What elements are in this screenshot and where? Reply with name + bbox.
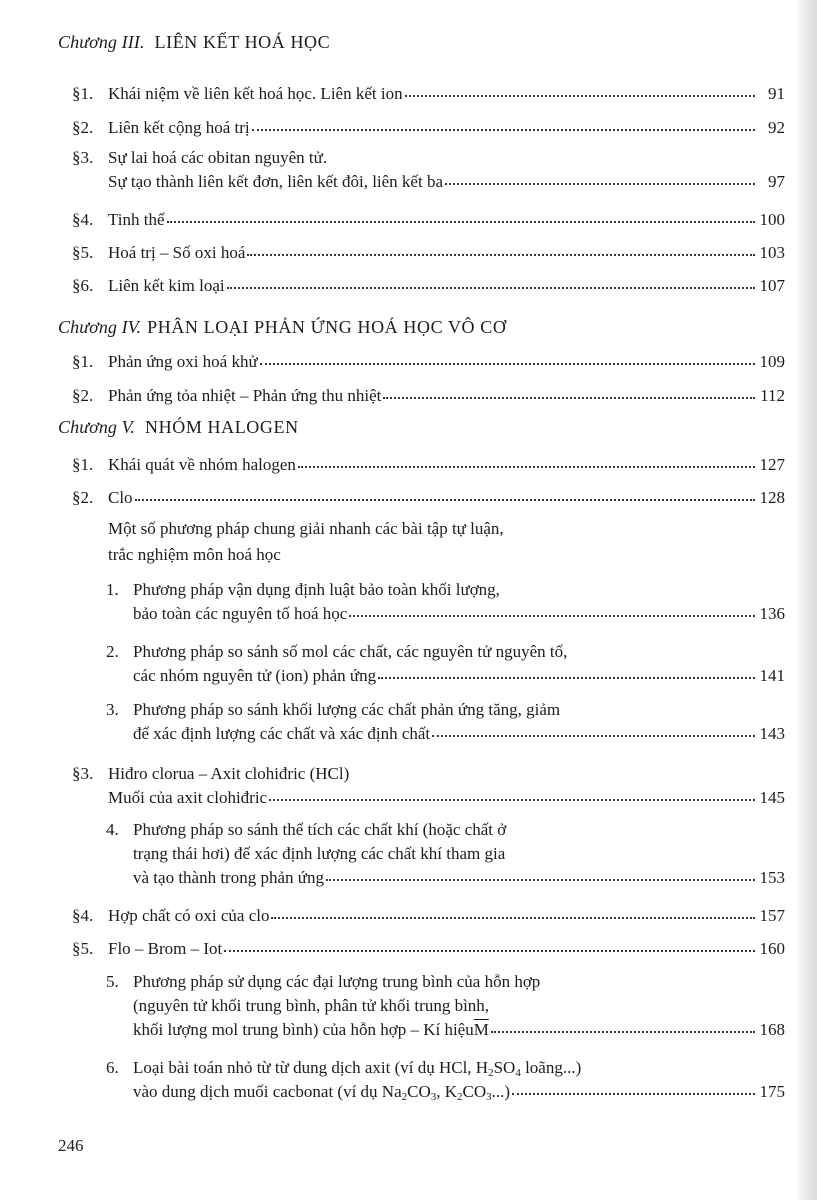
entry-title-continued: Sự tạo thành liên kết đơn, liên kết đôi, liên kết ba bbox=[108, 172, 443, 191]
page-number: 153 bbox=[759, 868, 785, 887]
chapter-title: LIÊN KẾT HOÁ HỌC bbox=[154, 32, 331, 52]
dot-leader bbox=[260, 362, 755, 365]
section-number: §3. bbox=[72, 148, 94, 167]
section-number: §5. bbox=[72, 243, 94, 262]
entry-title: Phương pháp so sánh số mol các chất, các nguyên tử nguyên tố, bbox=[133, 642, 568, 661]
entry-title: Hợp chất có oxi của clo bbox=[108, 906, 270, 925]
toc-entry[interactable] bbox=[72, 937, 785, 961]
toc-entry[interactable] bbox=[72, 241, 785, 265]
mean-molar-mass-symbol: $\overline{M}$ bbox=[473, 1020, 489, 1039]
dot-leader bbox=[135, 498, 755, 501]
section-number: §2. bbox=[72, 488, 94, 507]
method-entry[interactable] bbox=[106, 698, 785, 746]
entry-title-continued: Muối của axit clohiđric bbox=[108, 788, 268, 807]
toc-entry[interactable] bbox=[72, 350, 785, 374]
section-number: §3. bbox=[72, 764, 94, 783]
entry-title: Hoá trị – Số oxi hoá bbox=[108, 243, 246, 262]
methods-intro bbox=[108, 516, 504, 568]
toc-entry[interactable] bbox=[72, 274, 785, 298]
page-number: 136 bbox=[759, 604, 785, 623]
page-number: 175 bbox=[759, 1082, 785, 1101]
page-number: 97 bbox=[768, 172, 785, 191]
method-number: 1. bbox=[106, 580, 119, 599]
chapter-label: Chương III. bbox=[58, 32, 145, 52]
page-number: 91 bbox=[768, 84, 785, 103]
text-run: SO bbox=[493, 1058, 516, 1077]
dot-leader bbox=[405, 94, 755, 97]
method-number: 4. bbox=[106, 820, 119, 839]
section-number: §1. bbox=[72, 352, 94, 371]
dot-leader bbox=[445, 182, 755, 185]
entry-title: Hiđro clorua – Axit clohiđric (HCl) bbox=[108, 764, 350, 783]
text-run: ...) bbox=[491, 1082, 511, 1101]
page-number: 143 bbox=[759, 724, 785, 743]
dot-leader bbox=[269, 798, 755, 801]
dot-leader bbox=[227, 286, 755, 289]
entry-title bbox=[133, 1056, 581, 1080]
entry-title-continued: (nguyên tử khối trung bình, phân tử khối trung bình, bbox=[133, 996, 490, 1015]
text-run: , K bbox=[436, 1082, 458, 1101]
chapter-heading bbox=[58, 32, 330, 53]
text-run: vào dung dịch muối cacbonat (ví dụ Na bbox=[133, 1082, 402, 1101]
chapter-heading bbox=[58, 417, 299, 438]
entry-title-continued: và tạo thành trong phản ứng bbox=[133, 868, 324, 887]
entry-title: Phương pháp vận dụng định luật bảo toàn khối lượng, bbox=[133, 580, 500, 599]
toc-entry[interactable] bbox=[72, 384, 785, 408]
entry-title: Phản ứng oxi hoá khử bbox=[108, 352, 258, 371]
entry-title: Flo – Brom – Iot bbox=[108, 939, 223, 958]
toc-entry[interactable] bbox=[72, 208, 785, 232]
page-number: 112 bbox=[760, 386, 785, 405]
section-number: §2. bbox=[72, 118, 94, 137]
page-number: 109 bbox=[759, 352, 785, 371]
toc-entry[interactable] bbox=[72, 453, 785, 477]
toc-entry[interactable] bbox=[72, 82, 785, 106]
chapter-heading bbox=[58, 317, 506, 338]
method-number: 5. bbox=[106, 972, 119, 991]
entry-title: Khái quát về nhóm halogen bbox=[108, 455, 296, 474]
folio-page-number: 246 bbox=[58, 1136, 84, 1155]
toc-entry[interactable] bbox=[72, 762, 785, 810]
dot-leader bbox=[167, 220, 755, 223]
page-number: 128 bbox=[759, 488, 785, 507]
dot-leader bbox=[247, 253, 755, 256]
page-number: 160 bbox=[759, 939, 785, 958]
chapter-title: NHÓM HALOGEN bbox=[145, 417, 299, 437]
page-number: 168 bbox=[759, 1020, 785, 1039]
subscript: 2 bbox=[457, 1091, 463, 1103]
section-number: §4. bbox=[72, 906, 94, 925]
dot-leader bbox=[512, 1092, 755, 1095]
page-number: 127 bbox=[759, 455, 785, 474]
entry-title: Sự lai hoá các obitan nguyên tử. bbox=[108, 148, 328, 167]
dot-leader bbox=[383, 396, 755, 399]
toc-entry[interactable] bbox=[72, 486, 785, 510]
page-number: 145 bbox=[759, 788, 785, 807]
dot-leader bbox=[298, 465, 755, 468]
entry-title: Liên kết cộng hoá trị bbox=[108, 118, 250, 137]
methods-intro-line: Một số phương pháp chung giải nhanh các bài tập tự luận, bbox=[108, 519, 504, 538]
method-entry[interactable] bbox=[106, 578, 785, 626]
page-edge-shadow bbox=[795, 0, 817, 1200]
entry-title-continued: để xác định lượng các chất và xác định chất bbox=[133, 724, 431, 743]
dot-leader bbox=[252, 128, 755, 131]
chapter-label: Chương IV. bbox=[58, 317, 142, 337]
method-number: 3. bbox=[106, 700, 119, 719]
dot-leader bbox=[224, 949, 755, 952]
text-run: loãng...) bbox=[520, 1058, 582, 1077]
entry-title: Phương pháp so sánh khối lượng các chất phản ứng tăng, giảm bbox=[133, 700, 561, 719]
toc-entry[interactable] bbox=[72, 904, 785, 928]
toc-entry[interactable] bbox=[72, 146, 785, 194]
chapter-title: PHÂN LOẠI PHẢN ỨNG HOÁ HỌC VÔ CƠ bbox=[147, 317, 507, 337]
method-number: 6. bbox=[106, 1058, 119, 1077]
entry-title-continued: bảo toàn các nguyên tố hoá học bbox=[133, 604, 348, 623]
entry-title-continued bbox=[133, 1080, 510, 1104]
page-number: 157 bbox=[759, 906, 785, 925]
section-number: §4. bbox=[72, 210, 94, 229]
method-entry[interactable] bbox=[106, 640, 785, 688]
entry-title: Tinh thể bbox=[108, 210, 165, 229]
dot-leader bbox=[271, 916, 755, 919]
dot-leader bbox=[432, 734, 755, 737]
entry-title: Phản ứng tỏa nhiệt – Phản ứng thu nhiệt bbox=[108, 386, 382, 405]
subscript: 3 bbox=[486, 1091, 492, 1103]
section-number: §6. bbox=[72, 276, 94, 295]
page-number: 141 bbox=[759, 666, 785, 685]
page-number: 103 bbox=[759, 243, 785, 262]
section-number: §5. bbox=[72, 939, 94, 958]
subscript: 2 bbox=[488, 1067, 494, 1079]
entry-title-continued: các nhóm nguyên tử (ion) phản ứng bbox=[133, 666, 377, 685]
entry-title: Phương pháp sử dụng các đại lượng trung bình của hỗn hợp bbox=[133, 972, 541, 991]
dot-leader bbox=[326, 878, 755, 881]
section-number: §2. bbox=[72, 386, 94, 405]
method-entry[interactable] bbox=[106, 818, 785, 890]
section-number: §1. bbox=[72, 455, 94, 474]
dot-leader bbox=[491, 1030, 755, 1033]
text-run: CO bbox=[462, 1082, 487, 1101]
methods-intro-line: trắc nghiệm môn hoá học bbox=[108, 545, 281, 564]
method-number: 2. bbox=[106, 642, 119, 661]
entry-title: Clo bbox=[108, 488, 133, 507]
chapter-label: Chương V. bbox=[58, 417, 136, 437]
dot-leader bbox=[349, 614, 755, 617]
toc-entry[interactable] bbox=[72, 116, 785, 140]
method-entry[interactable] bbox=[106, 970, 785, 1042]
subscript: 2 bbox=[401, 1091, 408, 1103]
subscript: 4 bbox=[515, 1067, 521, 1079]
entry-title-continued: khối lượng mol trung bình) của hỗn hợp – Kí hiệu bbox=[133, 1020, 474, 1039]
section-number: §1. bbox=[72, 84, 94, 103]
text-run: CO bbox=[407, 1082, 431, 1101]
entry-title-continued: trạng thái hơi) để xác định lượng các chất khí tham gia bbox=[133, 844, 506, 863]
entry-title: Phương pháp so sánh thể tích các chất khí (hoặc chất ở bbox=[133, 820, 507, 839]
page-number: 100 bbox=[759, 210, 785, 229]
method-entry[interactable] bbox=[106, 1056, 785, 1104]
page-number: 92 bbox=[768, 118, 785, 137]
dot-leader bbox=[378, 676, 755, 679]
page-number: 107 bbox=[759, 276, 785, 295]
entry-title: Khái niệm về liên kết hoá học. Liên kết ion bbox=[108, 84, 403, 103]
entry-title: Liên kết kim loại bbox=[108, 276, 225, 295]
subscript: 3 bbox=[430, 1091, 437, 1103]
text-run: Loại bài toán nhỏ từ từ dung dịch axit (ví dụ HCl, H bbox=[133, 1058, 489, 1077]
